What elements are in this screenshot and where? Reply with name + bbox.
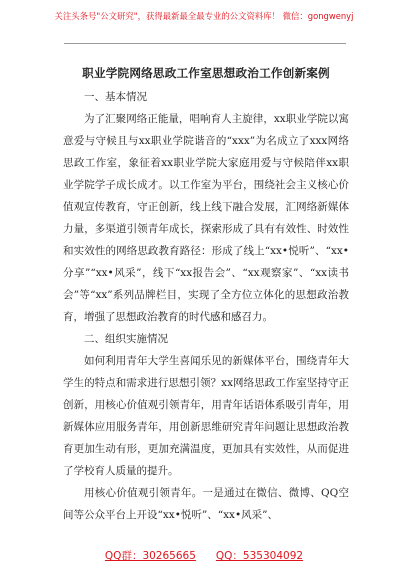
paragraph-core-values: 用核心价值观引领青年。一是通过在微信、微博、QQ空间等公众平台上开设“xx•悦听”、“xx•风采”、 [63, 487, 349, 521]
contact-footer [0, 548, 408, 563]
document-title: 职业学院网络思政工作室思想政治工作创新案例 [82, 66, 330, 80]
paragraph-basic-info: 为了汇聚网络正能量，唱响育人主旋律，xx职业学院以寓意爱与守候且与xx职业学院谐音的“xxx”为名成立了xxx网络思政工作室，象征着xx职业学院大家庭用爱与守候陪伴xx职业学院学子成长成才。以工作室为平台，围绕社会主义核心价值观宣传教育，守正创新，线上线下融合发展，汇网络新媒体力量，多渠道引领青年成长，探索形成了具有有效性、时效性和实效性的网络思政教育路径：形成了线上“xx•悦听”、“xx•分享”“xx•风采”，线下“xx报告会”、“xx观察家”、“xx读书会”等“xx”系列品牌栏目，实现了全方位立体化的思想政治教育，增强了思想政治教育的时代感和感召力。 [63, 113, 349, 323]
document-body [63, 62, 349, 526]
section-heading-basic-info: 一、基本情况 [84, 91, 147, 103]
header-divider [64, 43, 346, 44]
paragraph-implementation: 如何利用青年大学生喜闻乐见的新媒体平台，围绕青年大学生的特点和需求进行思想引领？xx网络思政工作室坚持守正创新，用核心价值观引领青年，用青年话语体系吸引青年，用新媒体应用服务青年，用创新思维研究青年问题让思想政治教育更加生动有形，更加充满温度，更加具有实效性，从而促进了学校育人质量的提升。 [63, 355, 349, 477]
qq-group-number: QQ群：30265665 [104, 550, 196, 562]
promo-header [0, 0, 408, 32]
promo-header-text: 关注头条号"公文研究"，获得最新最全最专业的公文资料库！ 微信：gongwenyj [54, 11, 354, 21]
section-heading-implementation: 二、组织实施情况 [84, 333, 168, 345]
qq-number: QQ：535304092 [215, 550, 304, 562]
